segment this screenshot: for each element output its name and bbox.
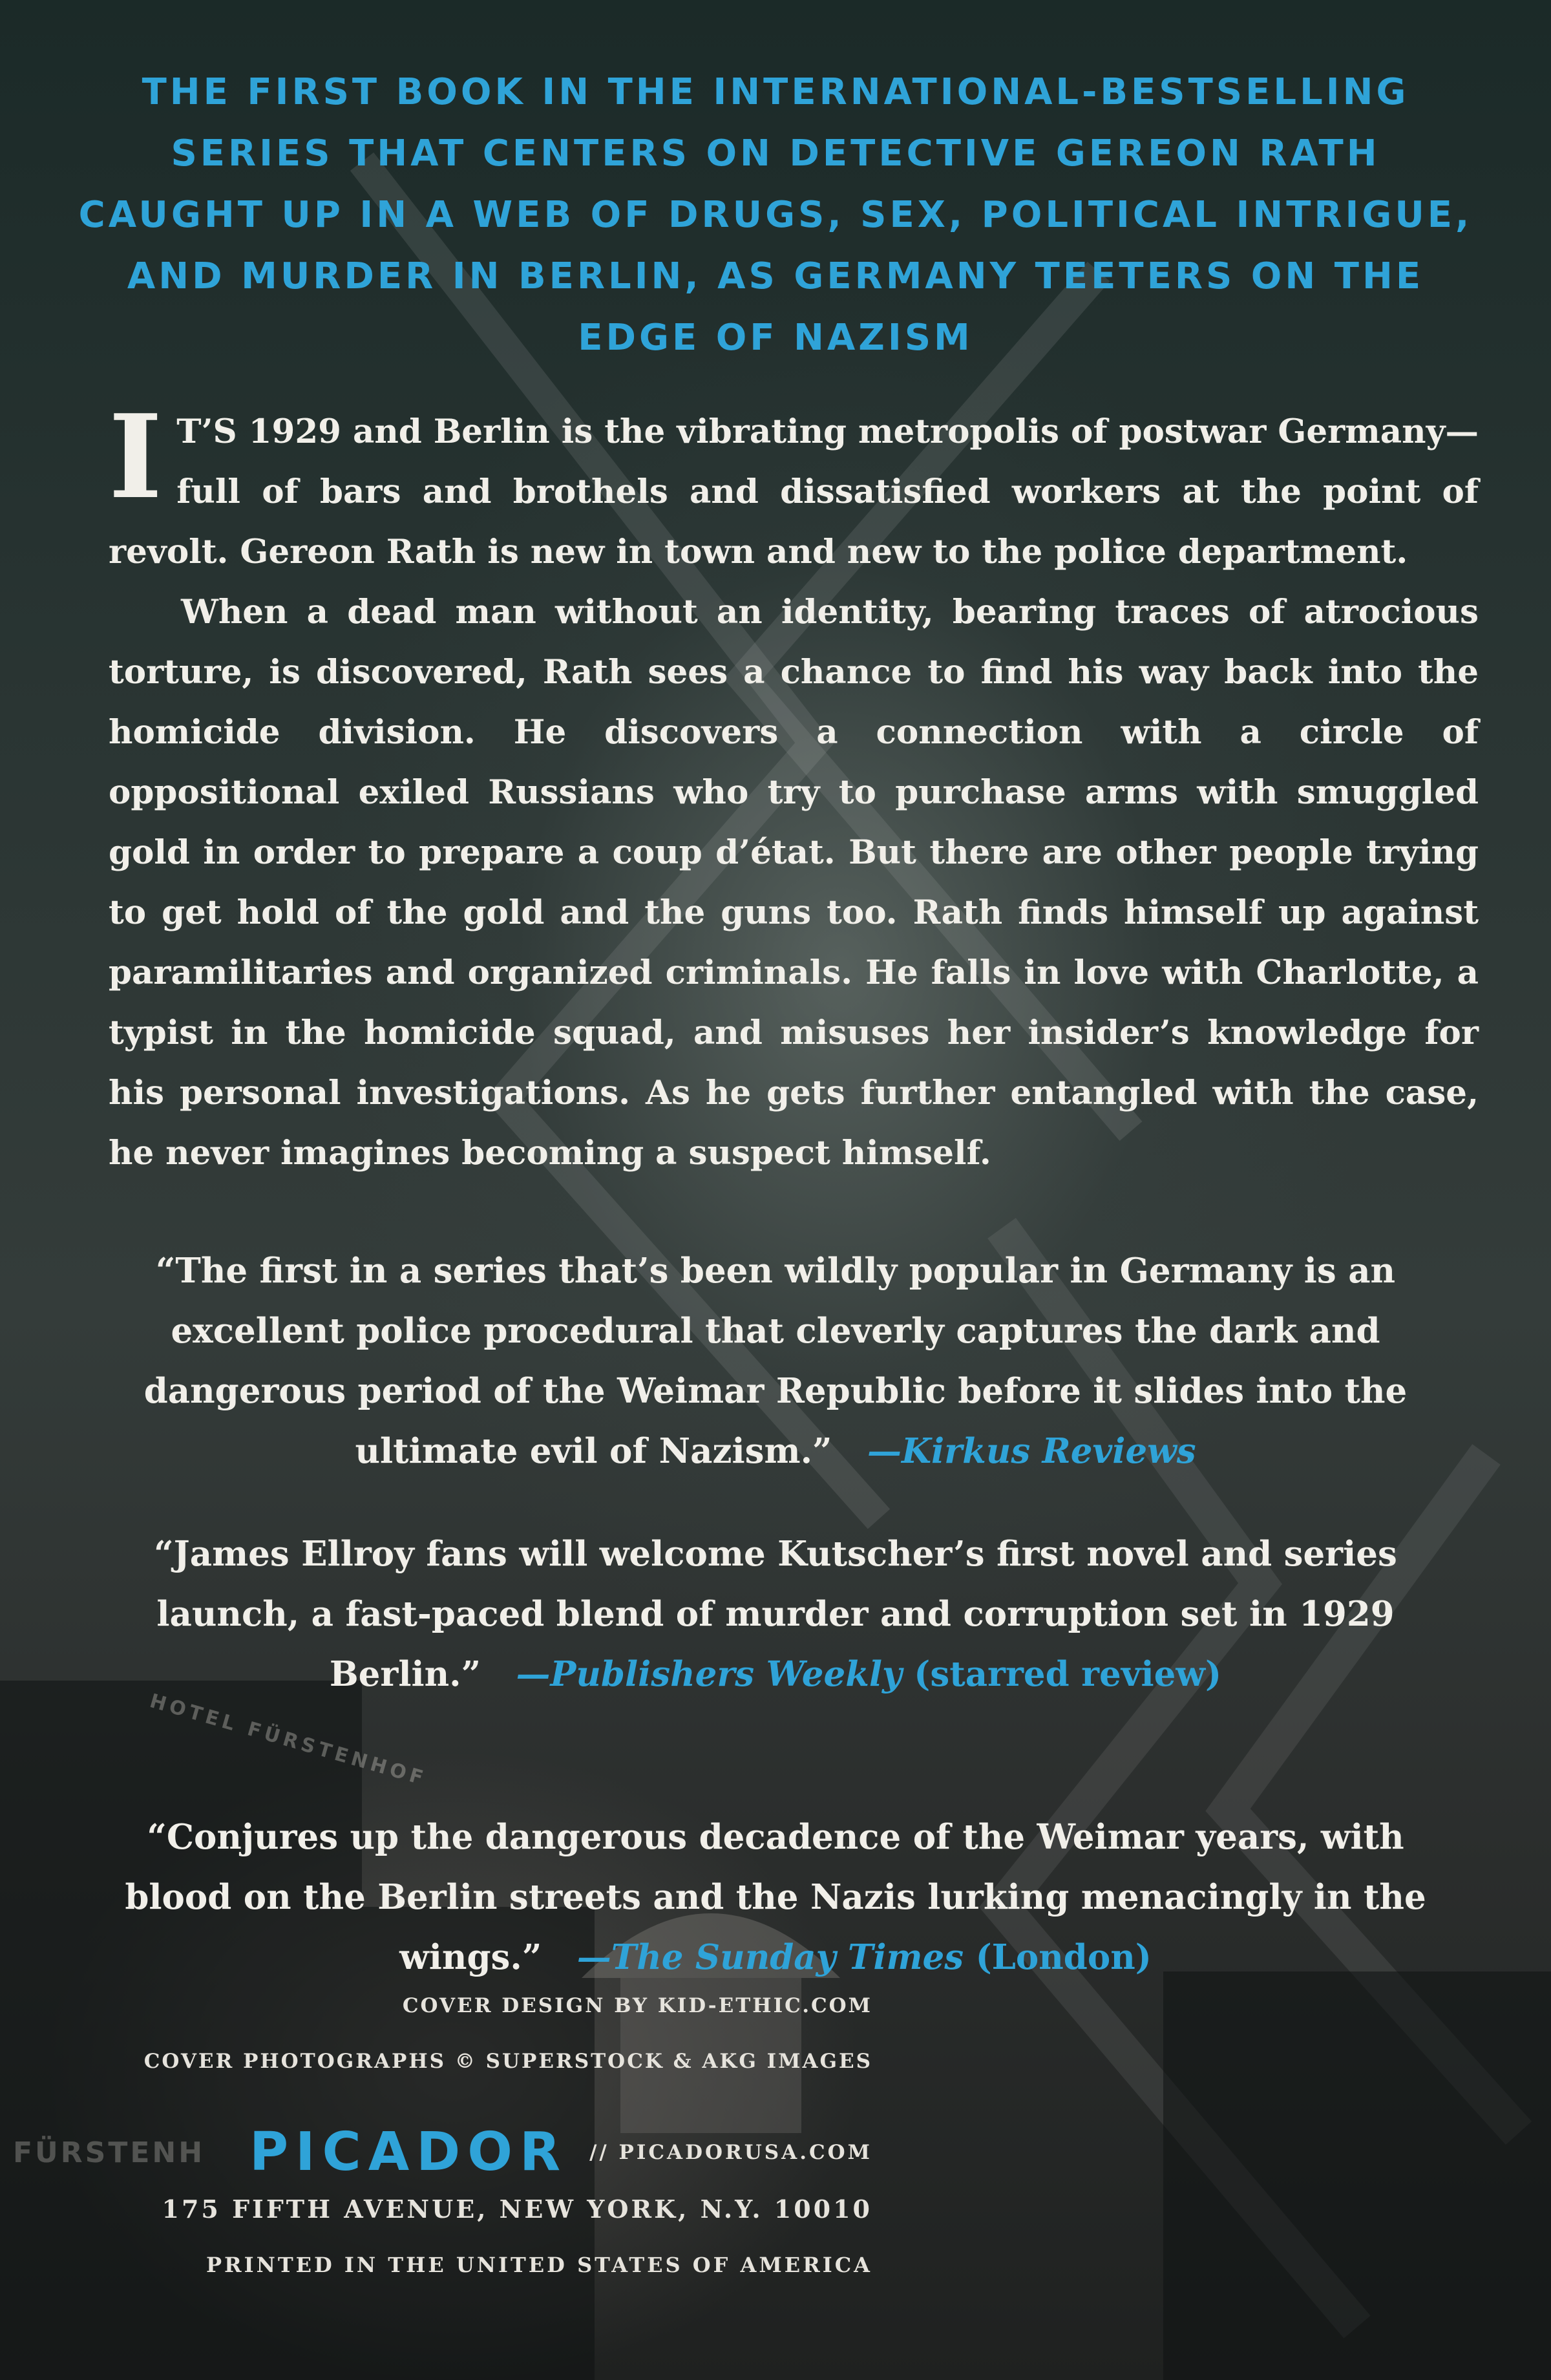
synopsis-paragraph-text: T’S 1929 and Berlin is the vibrating metropolis of postwar Germany—full of bars and brothels and dissatisfied workers at the point of revolt. Gereon Rath is new in town and new to the police department. (109, 412, 1479, 571)
background-hotel-sign: HOTEL FÜRSTENHOF (147, 1690, 430, 1791)
cover-design-credit: COVER DESIGN BY KID-ETHIC.COM (402, 1994, 872, 2017)
review-quote (90, 1524, 1461, 1705)
review-note: (starred review) (914, 1654, 1222, 1694)
background-street-sign: FÜRSTENH (13, 2136, 206, 2169)
background-building (1163, 1971, 1551, 2380)
series-headline: THE FIRST BOOK IN THE INTERNATIONAL-BESTSELLING SERIES THAT CENTERS ON DETECTIVE GEREON RATH CAUGHT UP IN A WEB OF DRUGS, SEX, POLITICAL INTRIGUE, AND MURDER IN BERLIN, AS GERMANY TEETERS ON THE EDGE OF NAZISM (78, 71, 1473, 359)
review-note: (London) (975, 1937, 1152, 1977)
review-quote-text: “James Ellroy fans will welcome Kutscher’s first novel and series launch, a fast-paced blend of murder and corruption set in 1929 Berlin.” (154, 1534, 1397, 1694)
printed-in-notice: PRINTED IN THE UNITED STATES OF AMERICA (206, 2253, 872, 2277)
cover-photo-credit: COVER PHOTOGRAPHS © SUPERSTOCK & AKG IMAGES (143, 2050, 872, 2073)
publisher-url: // PICADORUSA.COM (589, 2140, 872, 2164)
synopsis (109, 389, 1479, 1184)
publisher-row (181, 2121, 872, 2183)
review-quote-text: “Conjures up the dangerous decadence of the Weimar years, with blood on the Berlin streets and the Nazis lurking menacingly in the wings.” (125, 1817, 1426, 1977)
drop-cap: I (109, 389, 163, 524)
review-source: —Publishers Weekly (516, 1654, 902, 1694)
review-source: —Kirkus Reviews (867, 1431, 1196, 1471)
review-source: —The Sunday Times (576, 1937, 964, 1977)
publisher-address: 175 FIFTH AVENUE, NEW YORK, N.Y. 10010 (162, 2194, 872, 2224)
publisher-logo: PICADOR (249, 2121, 568, 2183)
review-quote (90, 1241, 1461, 1482)
synopsis-paragraph: When a dead man without an identity, bearing traces of atrocious torture, is discovered, Rath sees a chance to find his way back into the homicide division. He discovers a connection with a circle of oppositional exiled Russians who try to purchase arms with smuggled gold in order to prepare a coup d’état. But there are other people trying to get hold of the gold and the guns too. Rath finds himself up against paramilitaries and organized criminals. He falls in love with Charlotte, a typist in the homicide squad, and misuses her insider’s knowledge for his personal investigations. As he gets further entangled with the case, he never imagines becoming a suspect himself. (109, 593, 1479, 1173)
synopsis-paragraph (109, 389, 1479, 582)
review-quote (90, 1807, 1461, 1988)
review-quote-text: “The first in a series that’s been wildly popular in Germany is an excellent police procedural that cleverly captures the dark and dangerous period of the Weimar Republic before it slides into the ultimate evil of Nazism.” (143, 1251, 1408, 1471)
